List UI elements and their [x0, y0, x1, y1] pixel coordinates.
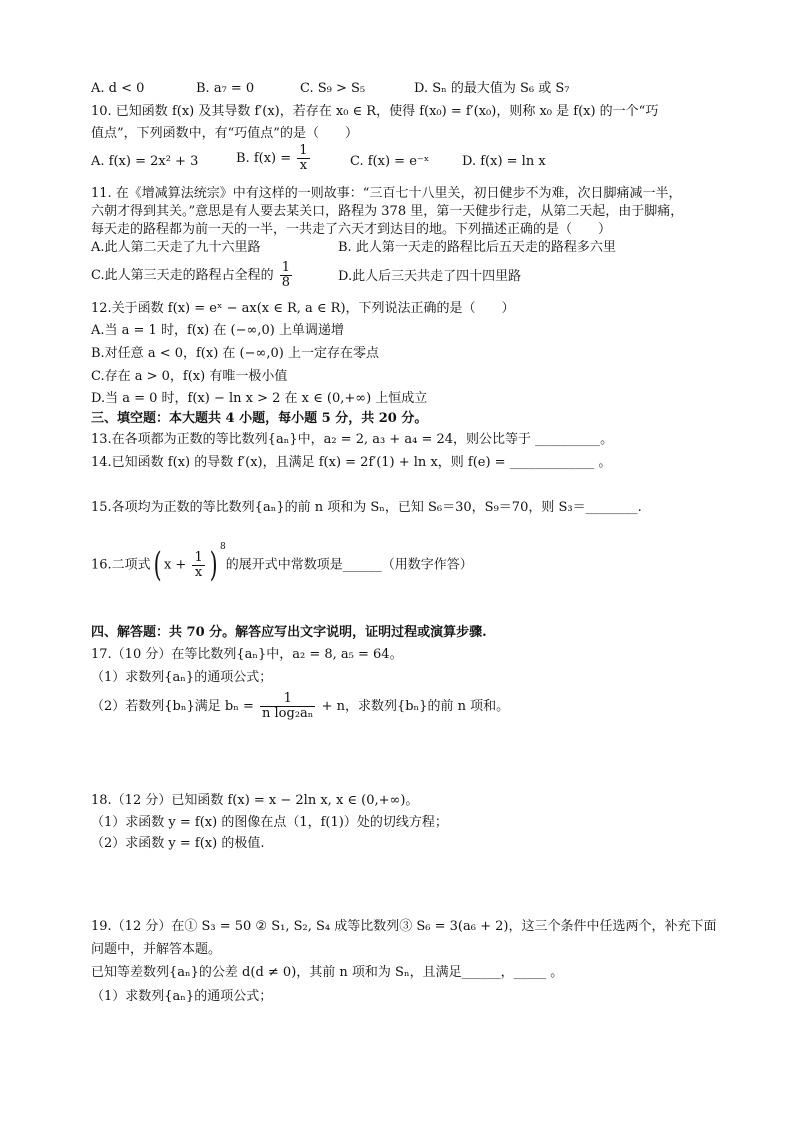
q9-option-b: B. a₇ = 0: [196, 81, 255, 96]
q10-option-b-fraction: [297, 144, 309, 173]
q12-stem: 12.关于函数 f(x) = eˣ − ax(x ∈ R, a ∈ R)，下列说法正确的是（ ）: [91, 301, 515, 316]
fraction-numerator: 1: [194, 549, 203, 565]
right-paren-glyph: ): [209, 545, 218, 585]
q16-inner: x +: [163, 557, 187, 573]
fraction-denominator: 8: [281, 275, 291, 290]
q16-exponent: 8: [220, 542, 226, 553]
fraction-denominator: n log₂aₙ: [262, 706, 314, 721]
q11-stem-line2: 六朝才得到其关。”意思是有人要去某关口，路程为 378 里，第一天健步行走，从第二天起，由于脚痛，: [91, 204, 684, 219]
q10-stem-line1: 10. 已知函数 f(x) 及其导数 f′(x)，若存在 x₀ ∈ R，使得 f(x₀) = f′(x₀)，则称 x₀ 是 f(x) 的一个“巧: [91, 104, 659, 119]
q11-option-c: [91, 261, 294, 290]
q11-option-d: D.此人后三天共走了四十四里路: [338, 269, 522, 284]
q17-part2-suffix: + n，求数列{bₙ}的前 n 项和。: [321, 699, 510, 714]
fraction-numerator: 1: [260, 692, 315, 707]
q16-suffix: 的展开式中常数项是______（用数字作答）: [225, 557, 473, 573]
q11-stem-line1: 11. 在《增减算法统宗》中有这样的一则故事：“三百七十八里关，初日健步不为难，次日脚痛减一半，: [91, 186, 682, 201]
q11-option-c-fraction: [280, 261, 292, 290]
fraction-denominator: x: [299, 158, 308, 173]
q17-part2: [91, 692, 509, 721]
q9-option-a: A. d < 0: [91, 81, 145, 96]
q18-part1: （1）求函数 y = f(x) 的图像在点（1，f(1)）处的切线方程；: [91, 815, 448, 830]
q10-option-b-text: B. f(x) =: [236, 151, 292, 166]
q17-part1: （1）求数列{aₙ}的通项公式；: [91, 670, 273, 685]
q15: 15.各项均为正数的等比数列{aₙ}的前 n 项和为 Sₙ，已知 S₆＝30，S₉＝70，则 S₃＝________.: [91, 500, 642, 515]
q14: 14.已知函数 f(x) 的导数 f′(x)，且满足 f(x) = 2f′(1) + ln x，则 f(e) = _____________ 。: [91, 455, 612, 470]
q10-option-c: C. f(x) = e⁻ˣ: [350, 154, 430, 169]
q12-option-d: D.当 a = 0 时，f(x) − ln x > 2 在 x ∈ (0,+∞) 上恒成立: [91, 391, 428, 406]
q10-option-a: A. f(x) = 2x² + 3: [91, 154, 199, 169]
q11-option-c-text: C.此人第三天走的路程占全程的: [91, 268, 274, 283]
q18-stem: 18.（12 分）已知函数 f(x) = x − 2ln x, x ∈ (0,+∞)。: [91, 793, 419, 808]
section-heading-answer: 四、解答题：共 70 分。解答应写出文字说明，证明过程或演算步骤.: [91, 625, 487, 640]
q19-stem-line1: 19.（12 分）在① S₃ = 50 ② S₁, S₂, S₄ 成等比数列③ S₆ = 3(a₆ + 2)，这三个条件中任选两个，补充下面: [91, 919, 717, 934]
q10-option-d: D. f(x) = ln x: [462, 154, 546, 169]
q19-stem-line2: 问题中，并解答本题。: [91, 942, 222, 957]
section-heading-fill-in: 三、填空题：本大题共 4 小题，每小题 5 分，共 20 分。: [91, 411, 428, 426]
q19-stem-line3: 已知等差数列{aₙ}的公差 d(d ≠ 0)，其前 n 项和为 Sₙ，且满足______，_____ 。: [91, 965, 564, 980]
q11-option-a: A.此人第二天走了九十六里路: [91, 240, 261, 255]
q19-part1: （1）求数列{aₙ}的通项公式；: [91, 989, 273, 1004]
q11-option-b: B. 此人第一天走的路程比后五天走的路程多六里: [338, 240, 616, 255]
q16-fraction: [192, 551, 204, 580]
q9-option-c: C. S₉ > S₅: [300, 81, 366, 96]
q16: [91, 542, 473, 585]
q10-stem-line2: 值点”，下列函数中，有“巧值点”的是（ ）: [91, 126, 358, 141]
q10-option-b: [236, 144, 312, 173]
left-paren-glyph: (: [153, 545, 162, 585]
fraction-numerator: 1: [281, 260, 291, 275]
q9-option-d: D. Sₙ 的最大值为 S₆ 或 S₇: [414, 81, 570, 96]
q17-stem: 17.（10 分）在等比数列{aₙ}中，a₂ = 8, a₅ = 64。: [91, 647, 403, 662]
q13: 13.在各项都为正数的等比数列{aₙ}中，a₂ = 2, a₃ + a₄ = 24，则公比等于 __________。: [91, 432, 614, 447]
q11-stem-line3: 每天走的路程都为前一天的一半，一共走了六天才到达目的地。下列描述正确的是（ ）: [91, 222, 612, 237]
q17-fraction: [260, 692, 315, 721]
fraction-numerator: 1: [299, 143, 308, 158]
q16-prefix: 16.二项式: [91, 557, 151, 573]
q17-part2-text: （2）若数列{bₙ}满足 bₙ =: [91, 699, 254, 714]
fraction-denominator: x: [194, 564, 203, 580]
q12-option-b: B.对任意 a < 0，f(x) 在 (−∞,0) 上一定存在零点: [91, 346, 379, 361]
q18-part2: （2）求函数 y = f(x) 的极值.: [91, 836, 265, 851]
q12-option-a: A.当 a = 1 时，f(x) 在 (−∞,0) 上单调递增: [91, 323, 344, 338]
q12-option-c: C.存在 a > 0，f(x) 有唯一极小值: [91, 369, 288, 384]
